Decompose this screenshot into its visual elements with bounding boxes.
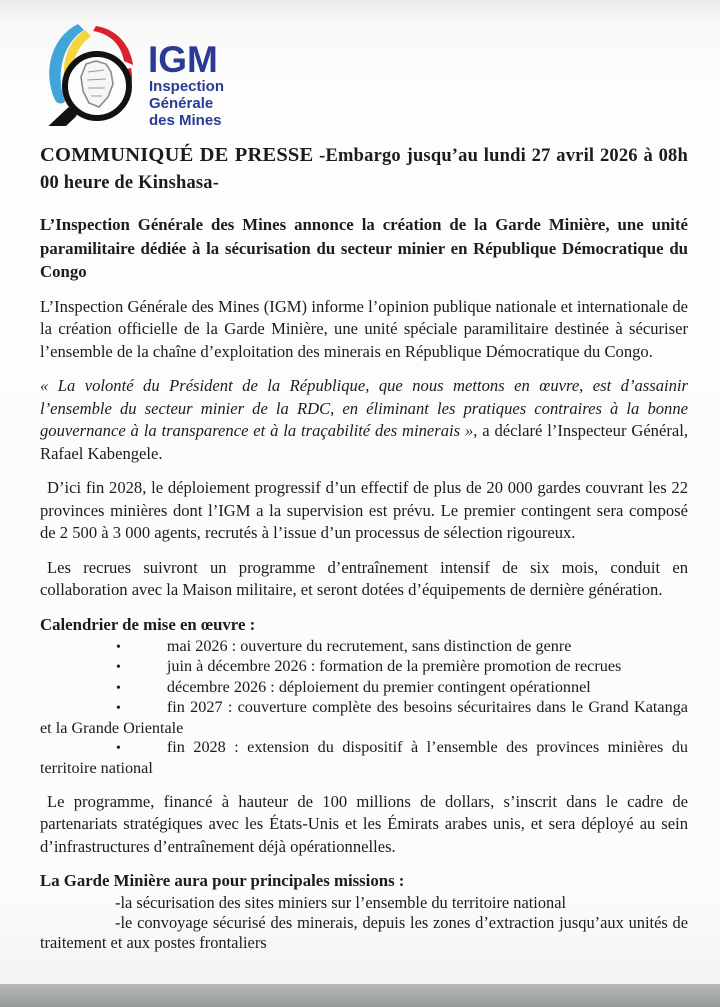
calendar-item	[40, 657, 688, 678]
paragraph-training: Les recrues suivront un programme d’entraînement intensif de six mois, conduit en collaboration avec la Maison militaire, et seront dotées d’équipements de dernière génération.	[40, 557, 688, 599]
paragraph-intro: L’Inspection Générale des Mines (IGM) informe l’opinion publique nationale et internationale de la création officielle de la Garde Minière, une unité spéciale paramilitaire destinée à sécuriser l’ensemble de la chaîne d’exploitation des minerais en République Démocratique du Congo.	[40, 296, 688, 361]
calendar-list	[40, 637, 688, 779]
bullet-icon: •	[116, 680, 121, 696]
calendar-heading: Calendrier de mise en œuvre :	[40, 614, 256, 634]
title-main: COMMUNIQUÉ DE PRESSE	[40, 144, 314, 166]
calendar-item	[40, 637, 688, 658]
quote-text: « La volonté du Président de la République, que nous mettons en œuvre, est d’assainir l’ensemble du secteur minier de la RDC, en éliminant les pratiques contraires à la bonne gouvernance à la transparence et à la traçabilité des minerais »	[40, 376, 688, 440]
bottom-overlay-bar	[0, 984, 720, 1007]
announcement-subtitle: L’Inspection Générale des Mines annonce la création de la Garde Minière, une unité paramilitaire dédiée à la sécurisation du secteur minier en République Démocratique du Congo	[40, 215, 688, 281]
calendar-item-text: fin 2027 : couverture complète des besoins sécuritaires dans le Grand Katanga et la Grande Orientale	[40, 698, 688, 737]
logo-name-line2: Générale	[149, 95, 214, 112]
logo-acronym: IGM	[148, 39, 218, 80]
logo-name-line1: Inspection	[149, 78, 225, 95]
press-release-title	[40, 142, 688, 197]
calendar-item-text: mai 2026 : ouverture du recrutement, sans distinction de genre	[166, 636, 572, 655]
calendar-item-text: décembre 2026 : déploiement du premier contingent opérationnel	[166, 677, 591, 696]
title-embargo: -Embargo jusqu’au lundi 27 avril 2026 à 08h 00 heure de Kinshasa-	[40, 146, 688, 193]
calendar-item	[40, 738, 688, 778]
mission-item	[40, 893, 688, 913]
bullet-icon: •	[116, 660, 121, 676]
logo-name-line3: des Mines	[149, 112, 222, 126]
magnifier-handle	[53, 113, 71, 126]
bullet-icon: •	[116, 701, 121, 717]
bullet-icon: •	[116, 741, 121, 757]
igm-logo-graphic	[36, 20, 251, 126]
mission-item-text: -la sécurisation des sites miniers sur l’ensemble du territoire national	[115, 893, 567, 913]
paragraph-deployment: D’ici fin 2028, le déploiement progressif d’un effectif de plus de 20 000 gardes couvrant les 22 provinces minières dont l’IGM a la supervision est prévu. Le premier contingent sera composé de 2 500 à 3 000 agents, recrutés à l’issue d’un processus de sélection rigoureux.	[40, 478, 688, 542]
missions-list	[40, 893, 688, 953]
calendar-item-text: juin à décembre 2026 : formation de la première promotion de recrues	[166, 657, 622, 676]
missions-heading: La Garde Minière aura pour principales missions :	[40, 871, 405, 891]
quote-attribution: , a déclaré l’Inspecteur Général, Rafael Kabengele.	[40, 421, 688, 463]
paragraph-quote	[40, 375, 688, 465]
calendar-item-text: fin 2028 : extension du dispositif à l’ensemble des provinces minières du territoire national	[40, 738, 688, 778]
mission-item	[40, 913, 688, 953]
calendar-item	[40, 698, 688, 738]
igm-logo	[36, 20, 688, 126]
calendar-item	[40, 678, 688, 699]
bullet-icon: •	[116, 639, 121, 655]
paragraph-funding: Le programme, financé à hauteur de 100 millions de dollars, s’inscrit dans le cadre de partenariats stratégiques avec les États-Unis et les Émirats arabes unis, et sera déployé au sein d’infrastructures d’entraînement déjà opérationnelles.	[40, 791, 688, 856]
mission-item-text: -le convoyage sécurisé des minerais, depuis les zones d’extraction jusqu’aux unités de traitement et aux postes frontaliers	[40, 913, 688, 953]
